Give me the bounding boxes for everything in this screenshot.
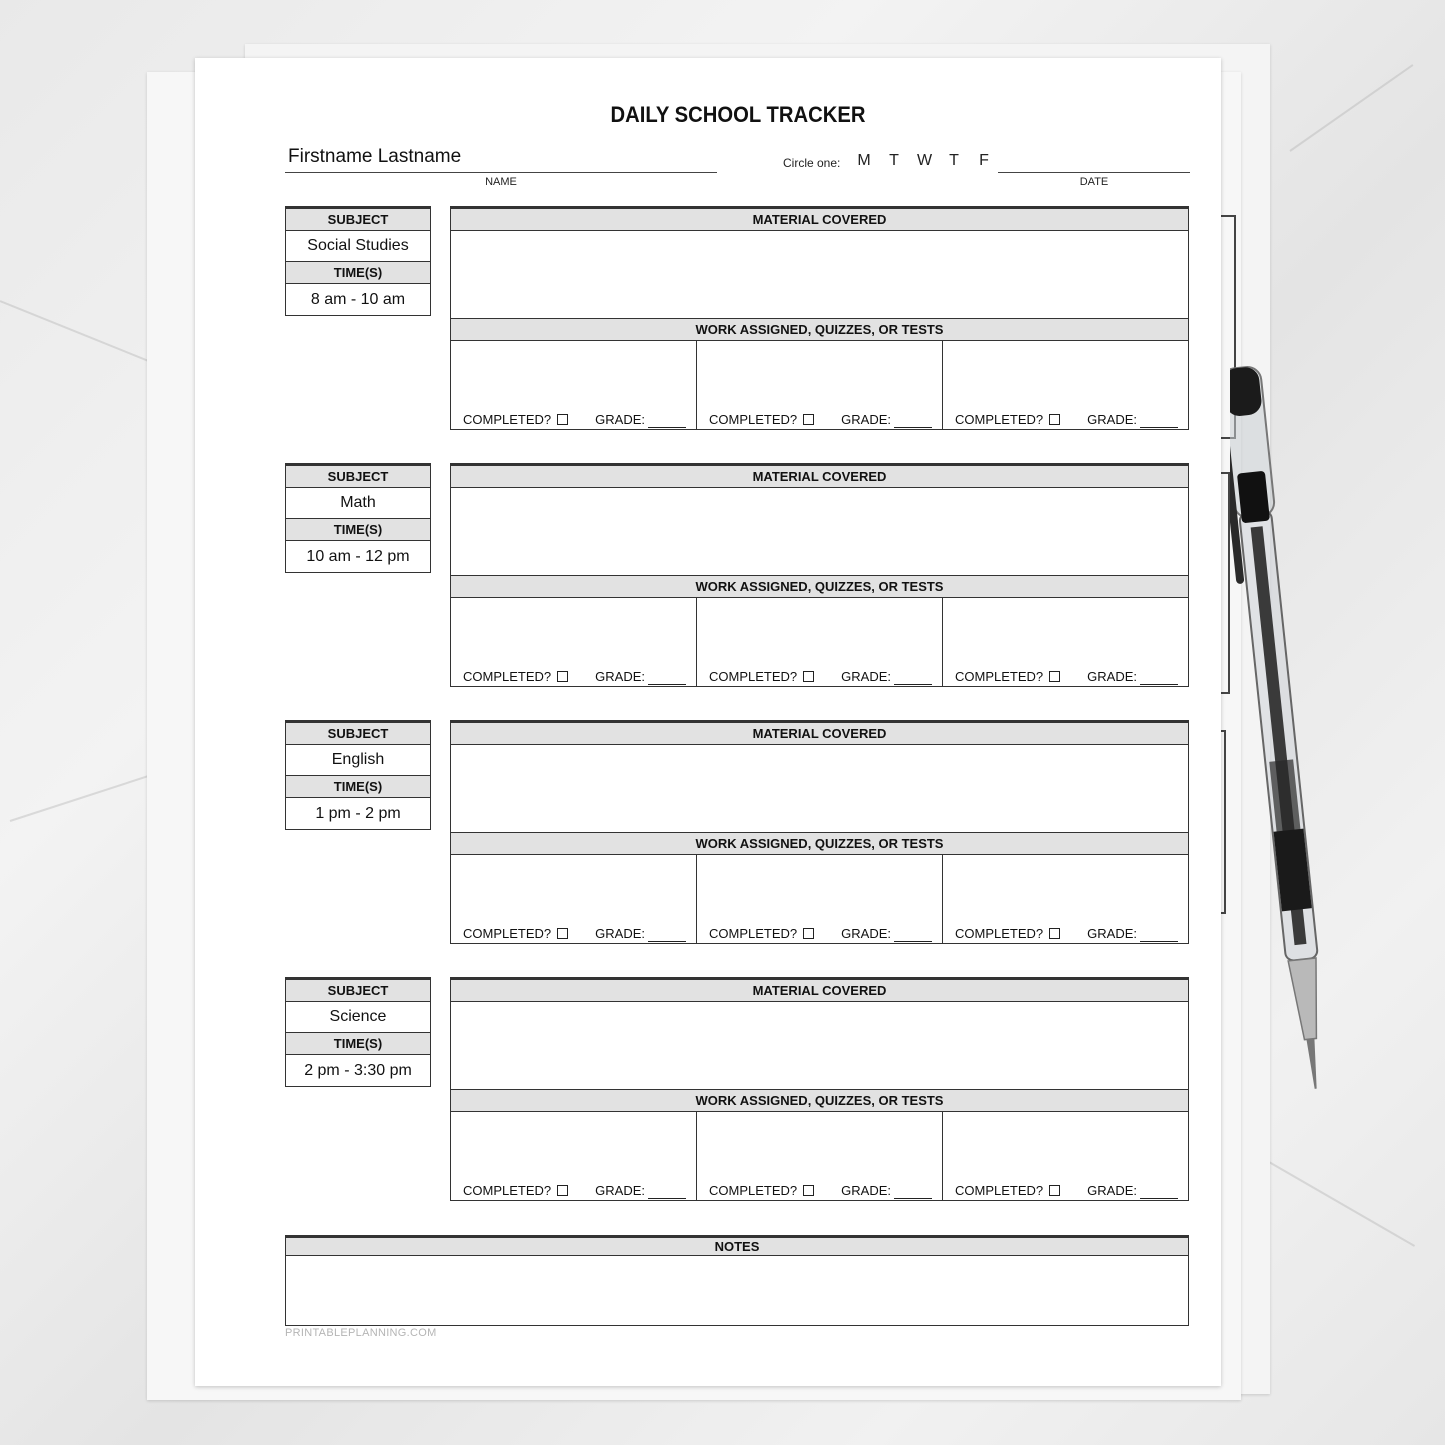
completed-label: COMPLETED?	[709, 926, 798, 941]
work-header: WORK ASSIGNED, QUIZZES, OR TESTS	[451, 1090, 1188, 1112]
work-row	[451, 598, 1188, 686]
work-cell	[451, 855, 697, 943]
checkbox-icon	[1049, 1185, 1060, 1196]
completed-label: COMPLETED?	[955, 412, 1044, 427]
subject-header: SUBJECT	[286, 723, 430, 745]
day-option: T	[949, 152, 959, 169]
work-header: WORK ASSIGNED, QUIZZES, OR TESTS	[451, 576, 1188, 598]
material-header: MATERIAL COVERED	[451, 980, 1188, 1002]
subject-box	[285, 206, 431, 316]
completed-label: COMPLETED?	[463, 669, 552, 684]
work-cell	[943, 855, 1188, 943]
subject-value: English	[286, 745, 430, 775]
date-underline	[998, 172, 1190, 173]
times-header: TIME(S)	[286, 518, 430, 541]
work-cell	[943, 598, 1188, 686]
weekday-options	[857, 152, 991, 170]
material-area	[451, 745, 1188, 833]
activity-table	[450, 206, 1189, 430]
checkbox-icon	[1049, 928, 1060, 939]
time-value: 2 pm - 3:30 pm	[286, 1055, 430, 1086]
work-cell	[697, 855, 943, 943]
subject-box	[285, 977, 431, 1087]
grade-blank	[648, 926, 686, 942]
day-option: M	[857, 152, 871, 169]
name-underline	[285, 172, 717, 173]
work-cell	[697, 1112, 943, 1200]
work-cell	[697, 341, 943, 429]
material-header: MATERIAL COVERED	[451, 466, 1188, 488]
grade-blank	[1140, 669, 1178, 685]
name-value: Firstname Lastname	[288, 146, 462, 167]
checkbox-icon	[1049, 414, 1060, 425]
checkbox-icon	[803, 414, 814, 425]
grade-blank	[1140, 926, 1178, 942]
completed-label: COMPLETED?	[463, 926, 552, 941]
grade-blank	[1140, 412, 1178, 428]
checkbox-icon	[1049, 671, 1060, 682]
grade-label: GRADE:	[841, 669, 891, 684]
work-cell	[451, 598, 697, 686]
subject-header: SUBJECT	[286, 980, 430, 1002]
day-option: F	[979, 152, 989, 169]
marble-vein	[1289, 64, 1413, 152]
marble-vein	[1250, 1150, 1416, 1247]
checkbox-icon	[803, 671, 814, 682]
completed-label: COMPLETED?	[955, 669, 1044, 684]
grade-blank	[648, 1183, 686, 1199]
grade-blank	[894, 926, 932, 942]
time-value: 1 pm - 2 pm	[286, 798, 430, 829]
material-header: MATERIAL COVERED	[451, 209, 1188, 231]
footer-url: PRINTABLEPLANNING.COM	[285, 1327, 437, 1339]
activity-table	[450, 977, 1189, 1201]
grade-label: GRADE:	[841, 926, 891, 941]
subject-value: Math	[286, 488, 430, 518]
material-area	[451, 1002, 1188, 1090]
work-header: WORK ASSIGNED, QUIZZES, OR TESTS	[451, 833, 1188, 855]
work-row	[451, 1112, 1188, 1200]
completed-label: COMPLETED?	[955, 926, 1044, 941]
work-row	[451, 855, 1188, 943]
times-header: TIME(S)	[286, 261, 430, 284]
completed-label: COMPLETED?	[709, 1183, 798, 1198]
notes-box	[285, 1235, 1189, 1326]
subject-box	[285, 463, 431, 573]
completed-label: COMPLETED?	[955, 1183, 1044, 1198]
subject-header: SUBJECT	[286, 466, 430, 488]
grade-label: GRADE:	[595, 412, 645, 427]
day-option: T	[889, 152, 899, 169]
checkbox-icon	[557, 671, 568, 682]
work-header: WORK ASSIGNED, QUIZZES, OR TESTS	[451, 319, 1188, 341]
day-option: W	[917, 152, 933, 169]
circle-one-label: Circle one:	[783, 156, 841, 170]
checkbox-icon	[557, 414, 568, 425]
grade-label: GRADE:	[595, 926, 645, 941]
date-label: DATE	[1079, 176, 1109, 188]
notes-header: NOTES	[286, 1238, 1188, 1256]
times-header: TIME(S)	[286, 775, 430, 798]
work-cell	[451, 1112, 697, 1200]
completed-label: COMPLETED?	[463, 412, 552, 427]
material-area	[451, 231, 1188, 319]
time-value: 8 am - 10 am	[286, 284, 430, 315]
grade-blank	[1140, 1183, 1178, 1199]
work-row	[451, 341, 1188, 429]
activity-table	[450, 720, 1189, 944]
grade-blank	[894, 669, 932, 685]
subject-box	[285, 720, 431, 830]
name-label: NAME	[485, 176, 517, 188]
checkbox-icon	[803, 928, 814, 939]
times-header: TIME(S)	[286, 1032, 430, 1055]
activity-table	[450, 463, 1189, 687]
grade-blank	[894, 1183, 932, 1199]
completed-label: COMPLETED?	[463, 1183, 552, 1198]
subject-value: Social Studies	[286, 231, 430, 261]
grade-label: GRADE:	[1087, 1183, 1137, 1198]
subject-value: Science	[286, 1002, 430, 1032]
work-cell	[451, 341, 697, 429]
completed-label: COMPLETED?	[709, 669, 798, 684]
grade-label: GRADE:	[595, 1183, 645, 1198]
checkbox-icon	[557, 928, 568, 939]
tracker-page	[195, 58, 1221, 1386]
grade-blank	[648, 412, 686, 428]
subject-header: SUBJECT	[286, 209, 430, 231]
grade-blank	[894, 412, 932, 428]
work-cell	[943, 1112, 1188, 1200]
checkbox-icon	[803, 1185, 814, 1196]
page-title: DAILY SCHOOL TRACKER	[610, 102, 866, 127]
completed-label: COMPLETED?	[709, 412, 798, 427]
checkbox-icon	[557, 1185, 568, 1196]
material-header: MATERIAL COVERED	[451, 723, 1188, 745]
grade-label: GRADE:	[841, 1183, 891, 1198]
work-cell	[697, 598, 943, 686]
grade-label: GRADE:	[1087, 412, 1137, 427]
work-cell	[943, 341, 1188, 429]
material-area	[451, 488, 1188, 576]
grade-blank	[648, 669, 686, 685]
time-value: 10 am - 12 pm	[286, 541, 430, 572]
grade-label: GRADE:	[1087, 926, 1137, 941]
grade-label: GRADE:	[841, 412, 891, 427]
pen-icon	[1230, 360, 1340, 1100]
grade-label: GRADE:	[595, 669, 645, 684]
grade-label: GRADE:	[1087, 669, 1137, 684]
